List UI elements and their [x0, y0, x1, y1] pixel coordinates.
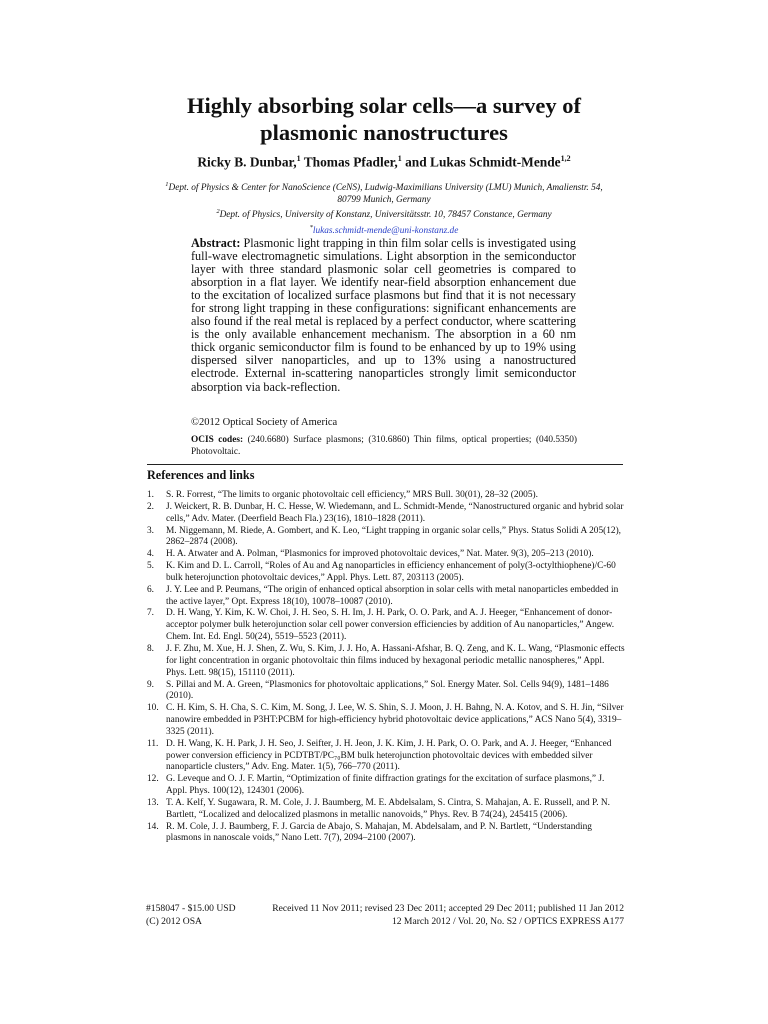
footer-right — [272, 902, 624, 928]
reference-item — [147, 739, 625, 775]
title-line-2: plasmonic nanostructures — [260, 120, 508, 145]
reference-item — [147, 585, 625, 609]
reference-item — [147, 490, 625, 502]
reference-text: D. H. Wang, Y. Kim, K. W. Choi, J. H. Seo, S. H. Im, J. H. Park, O. O. Park, and A. J. Heeger, “Enhancement of donor-acceptor polymer bulk heterojunction solar cell power conversion efficiencies by addition of Au nanoparticles,” Angew. Chem. Int. Ed. Engl. 50(24), 5519–5523 (2011). — [166, 608, 615, 643]
reference-text: J. Weickert, R. B. Dunbar, H. C. Hesse, W. Wiedemann, and L. Schmidt-Mende, “Nanostructured organic and hybrid solar cells,” Adv. Mater. (Deerfield Beach Fla.) 23(16), 1810–1828 (2011). — [166, 501, 624, 524]
reference-number: 3. — [147, 525, 155, 536]
reference-text: J. F. Zhu, M. Xue, H. J. Shen, Z. Wu, S. Kim, J. J. Ho, A. Hassani-Afshar, B. Q. Zeng, and K. L. Wang, “Plasmonic effects for light concentration in organic photovoltaic thin films induced by hexagonal periodic metallic nanospheres,” Appl. Phys. Lett. 98(15), 151110 (2011). — [166, 643, 625, 678]
ocis-label: OCIS codes: — [191, 435, 244, 445]
affiliation-1-marker: 1 — [165, 181, 169, 188]
reference-text: S. R. Forrest, “The limits to organic photovoltaic cell efficiency,” MRS Bull. 30(01), 28–32 (2005). — [166, 490, 538, 500]
email-link[interactable]: lukas.schmidt-mende@uni-konstanz.de — [312, 226, 459, 237]
reference-number: 13. — [147, 797, 159, 808]
abstract — [191, 237, 576, 394]
ocis-text: (240.6680) Surface plasmons; (310.6860) Thin films, optical properties; (040.5350) Photovoltaic. — [191, 435, 578, 457]
reference-number: 8. — [147, 643, 155, 654]
reference-text: J. Y. Lee and P. Peumans, “The origin of enhanced optical absorption in solar cells with metal nanoparticles embedded in the active layer,” Opt. Express 18(10), 10078–10087 (2010). — [166, 584, 619, 607]
abstract-label: Abstract: — [191, 236, 241, 250]
reference-item — [147, 680, 625, 704]
reference-number: 2. — [147, 501, 155, 512]
reference-list — [147, 490, 625, 845]
email-marker: * — [309, 223, 313, 231]
footer-price: #158047 - $15.00 USD — [146, 903, 236, 914]
reference-number: 5. — [147, 561, 155, 572]
reference-item — [147, 774, 625, 798]
author-1-affil: 1 — [296, 154, 301, 163]
title-line-1: Highly absorbing solar cells—a survey of — [187, 93, 581, 118]
affiliation-1-line-2: 80799 Munich, Germany — [337, 194, 431, 205]
reference-number: 6. — [147, 584, 155, 595]
paper-title — [0, 92, 768, 146]
reference-item — [147, 561, 625, 585]
author-2: Thomas Pfadler, — [300, 154, 398, 170]
reference-number: 9. — [147, 679, 155, 690]
reference-item — [147, 608, 625, 644]
reference-item — [147, 822, 625, 846]
reference-text: S. Pillai and M. A. Green, “Plasmonics for photovoltaic applications,” Sol. Energy Mater. Sol. Cells 94(9), 1481–1486 (2010). — [166, 679, 609, 702]
reference-number: 1. — [147, 490, 155, 500]
footer-dates: Received 11 Nov 2011; revised 23 Dec 2011; accepted 29 Dec 2011; published 11 Jan 2012 — [272, 903, 624, 914]
affiliation-2-text: Dept. of Physics, University of Konstanz, Universitätsstr. 10, 78457 Constance, Germany — [219, 210, 552, 221]
abstract-text: Plasmonic light trapping in thin film solar cells is investigated using full-wave electromagnetic simulations. Light absorption in the semiconductor layer with three standard plasmonic solar cell geometries is compared to absorption in a flat layer. We identify near-field absorption enhancement due to the excitation of localized surface plasmons but find that it is not necessary for strong light trapping in these configurations: significant enhancements are also found if the real metal is replaced by a perfect conductor, where scattering is the only available enhancement mechanism. The absorption in a 60 nm thick organic semiconductor film is found to be enhanced by up to 19% using dispersed silver nanoparticles, and up to 13% using a nanostructured electrode. External in-scattering nanoparticles strongly limit semiconductor absorption via back-reflection. — [191, 236, 576, 394]
reference-text: T. A. Kelf, Y. Sugawara, R. M. Cole, J. J. Baumberg, M. E. Abdelsalam, S. Cintra, S. Mahajan, A. E. Russell, and P. N. Bartlett, “Localized and delocalized plasmons in metallic nanovoids,” Phys. Rev. B 74(24), 245415 (2006). — [166, 797, 610, 820]
reference-number: 11. — [147, 738, 159, 749]
ocis-codes — [191, 435, 577, 459]
reference-number: 10. — [147, 703, 159, 714]
reference-number: 14. — [147, 821, 159, 832]
author-3: and Lukas Schmidt-Mende — [401, 154, 561, 170]
reference-item — [147, 502, 625, 526]
reference-number: 7. — [147, 608, 155, 619]
footer-left — [146, 902, 236, 928]
reference-item — [147, 644, 625, 680]
reference-item — [147, 798, 625, 822]
reference-text: G. Leveque and O. J. F. Martin, “Optimization of finite diffraction gratings for the excitation of surface plasmons,” J. Appl. Phys. 100(12), 124301 (2006). — [166, 774, 605, 797]
affiliation-1 — [120, 179, 648, 195]
section-divider — [147, 464, 623, 465]
reference-item — [147, 526, 625, 550]
reference-text: M. Niggemann, M. Riede, A. Gombert, and K. Leo, “Light trapping in organic solar cells,” Phys. Status Solidi A 205(12), 2862–2874 (2008). — [166, 525, 622, 548]
author-1: Ricky B. Dunbar, — [197, 154, 297, 170]
reference-number: 12. — [147, 774, 159, 785]
affiliation-2 — [120, 206, 648, 222]
author-2-affil: 1 — [397, 154, 402, 163]
reference-text: H. A. Atwater and A. Polman, “Plasmonics for improved photovoltaic devices,” Nat. Mater. 9(3), 205–213 (2010). — [166, 549, 594, 560]
reference-number: 4. — [147, 549, 155, 560]
affiliation-1-line-1: Dept. of Physics & Center for NanoScience (CeNS), Ludwig-Maximilians University (LMU) Munich, Amalienstr. 54, — [168, 183, 603, 194]
reference-text: K. Kim and D. L. Carroll, “Roles of Au and Ag nanoparticles in efficiency enhancement of poly(3-octylthiophene)/C-60 bulk heterojunction photovoltaic devices,” Appl. Phys. Lett. 87, 203113 (2005). — [166, 561, 616, 583]
reference-text: D. H. Wang, K. H. Park, J. H. Seo, J. Seifter, J. H. Jeon, J. K. Kim, J. H. Park, O. O. Park, and A. J. Heeger, “Enhanced power conversion efficiency in PCDTBT/PC₇₀BM bulk heterojunction photovoltaic devices with embedded silver nanoparticle clusters,” Adv. Eng. Mater. 1(5), 766–770 (2011). — [166, 738, 612, 773]
copyright-notice: ©2012 Optical Society of America — [191, 417, 338, 428]
reference-text: R. M. Cole, J. J. Baumberg, F. J. Garcia de Abajo, S. Mahajan, M. Abdelsalam, and P. N. Bartlett, “Understanding plasmons in nanoscale voids,” Nano Lett. 7(7), 2094–2100 (2007). — [166, 821, 592, 844]
author-3-affil: 1,2 — [560, 154, 571, 163]
footer-journal: 12 March 2012 / Vol. 20, No. S2 / OPTICS EXPRESS A177 — [391, 916, 624, 927]
reference-item — [147, 703, 625, 739]
affiliation-2-marker: 2 — [216, 208, 220, 216]
reference-text: C. H. Kim, S. H. Cha, S. C. Kim, M. Song, J. Lee, W. S. Shin, S. J. Moon, J. H. Bahng, N. A. Kotov, and S. H. Jin, “Silver nanowire embedded in P3HT:PCBM for high-efficiency hybrid photovoltaic device applications,” ACS Nano 5(4), 3319–3325 (2011). — [166, 703, 624, 737]
reference-item — [147, 549, 625, 561]
author-list — [0, 154, 768, 170]
footer-copyright: (C) 2012 OSA — [146, 916, 202, 927]
references-heading: References and links — [147, 468, 255, 482]
affiliations — [120, 179, 648, 238]
